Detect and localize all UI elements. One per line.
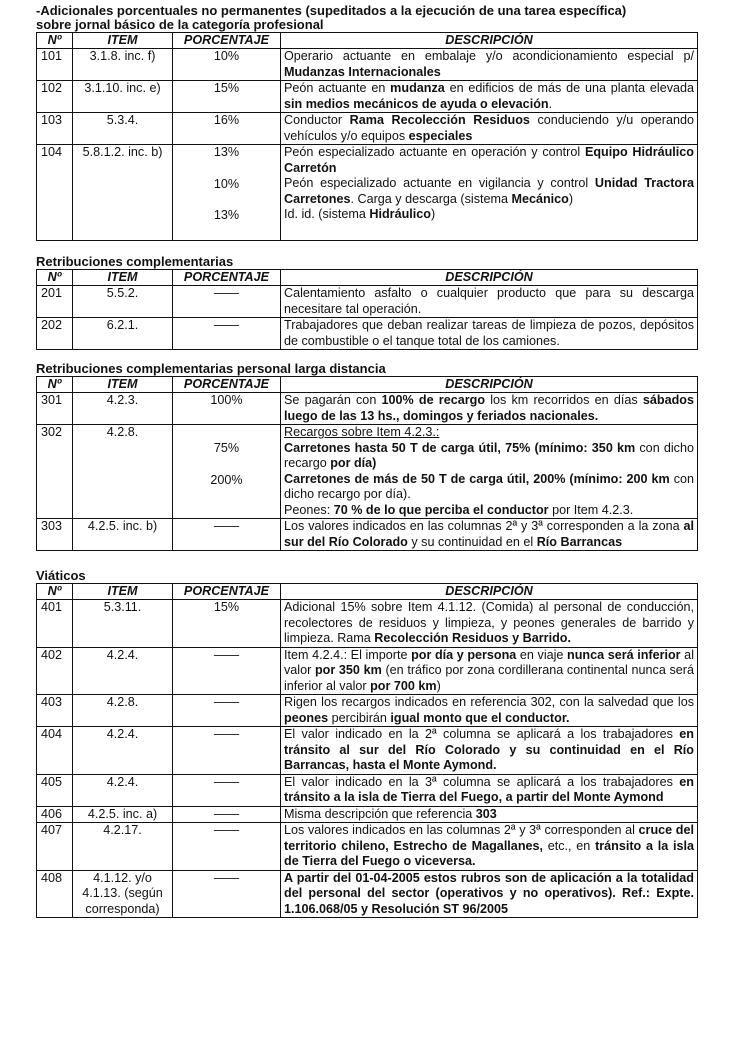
desc-text: ) <box>430 207 436 221</box>
cell-no: 201 <box>37 286 73 318</box>
cell-item: 3.1.8. inc. f) <box>73 49 173 81</box>
desc-text: por 350 km <box>314 663 382 677</box>
desc-text: 100% de recargo <box>381 393 486 407</box>
cell-no: 103 <box>37 113 73 145</box>
pct-value: 75% <box>213 441 240 455</box>
desc-text: Hidráulico <box>369 207 431 221</box>
table-body <box>37 393 698 551</box>
cell-desc <box>281 113 698 145</box>
cell-no: 401 <box>37 600 73 648</box>
pct-value: 10% <box>213 176 240 191</box>
section2-title: Retribuciones complementarias <box>36 254 234 269</box>
cell-desc <box>281 393 698 425</box>
col-header-item: ITEM <box>73 270 173 286</box>
desc-part <box>284 472 694 503</box>
table-row <box>37 519 698 551</box>
table-row <box>37 145 698 241</box>
desc-text: Rigen los recargos indicados en referencia 302, con la salvedad que los <box>284 695 694 709</box>
desc-text: percibirán <box>328 710 391 725</box>
cell-pct: —— <box>173 286 281 318</box>
col-header-desc: DESCRIPCIÓN <box>281 377 698 393</box>
cell-pct: —— <box>173 695 281 727</box>
cell-item: 4.2.4. <box>73 774 173 806</box>
desc-text: en tránsito al sur del Río Colorado y su continuidad en el Río Barrancas, hasta el Monte Aymond. <box>284 727 694 772</box>
desc-text: . Carga y descarga (sistema <box>350 191 512 206</box>
desc-text: Operario actuante en embalaje y/o acondicionamiento especial p/ <box>284 49 694 63</box>
cell-no: 301 <box>37 393 73 425</box>
desc-text: Calentamiento asfalto o cualquier producto que para su descarga necesitare tal operación. <box>284 286 694 316</box>
table-row <box>37 600 698 648</box>
desc-text: Peón especializado actuante en operación y control <box>284 145 585 159</box>
table-row <box>37 425 698 519</box>
desc-part <box>284 503 694 519</box>
col-header-item: ITEM <box>73 584 173 600</box>
table-header <box>37 584 698 600</box>
desc-text: en viaje <box>516 647 568 662</box>
col-header-pct: PORCENTAJE <box>173 270 281 286</box>
cell-no: 403 <box>37 695 73 727</box>
table-body <box>37 600 698 918</box>
desc-text: Los valores indicados en las columnas 2ª y 3ª corresponden al <box>284 823 639 837</box>
desc-text: por día y persona <box>411 647 517 662</box>
table-row <box>37 113 698 145</box>
desc-text: Peón actuante en <box>284 81 391 95</box>
desc-text: mudanza <box>390 81 445 95</box>
desc-text: nunca será inferior <box>567 647 681 662</box>
table-row <box>37 286 698 318</box>
cell-no: 202 <box>37 318 73 350</box>
desc-text: al sur del Río Colorado <box>284 519 694 549</box>
col-header-desc: DESCRIPCIÓN <box>281 33 698 49</box>
cell-item: 4.1.12. y/o 4.1.13. (según corresponda) <box>73 870 173 918</box>
desc-text: Trabajadores que deban realizar tareas de limpieza de pozos, depósitos de combustible o el tanque total de los camiones. <box>284 318 694 348</box>
table-larga-distancia <box>36 376 698 551</box>
table-header <box>37 270 698 286</box>
desc-part <box>284 441 694 472</box>
desc-text: El valor indicado en la 2ª columna se aplicará a los trabajadores <box>284 727 680 741</box>
desc-text: Carretones hasta 50 T de carga útil, 75% (mínimo: 350 km <box>284 440 636 455</box>
cell-no: 405 <box>37 774 73 806</box>
cell-desc <box>281 647 698 695</box>
table-row <box>37 318 698 350</box>
table-row <box>37 823 698 871</box>
cell-item: 5.3.4. <box>73 113 173 145</box>
col-header-item: ITEM <box>73 377 173 393</box>
desc-text: los km recorridos en días <box>485 393 643 407</box>
desc-text: El valor indicado en la 3ª columna se aplicará a los trabajadores <box>284 774 680 789</box>
cell-desc <box>281 695 698 727</box>
desc-text: etc., en <box>543 838 596 853</box>
desc-text: en edificios de más de una planta elevada <box>444 81 695 95</box>
desc-part <box>284 176 694 207</box>
table-row <box>37 727 698 775</box>
cell-item: 3.1.10. inc. e) <box>73 81 173 113</box>
table-body <box>37 286 698 350</box>
desc-text: Los valores indicados en las columnas 2ª y 3ª corresponden a la zona <box>284 519 684 533</box>
cell-no: 407 <box>37 823 73 871</box>
cell-no: 303 <box>37 519 73 551</box>
cell-desc <box>281 806 698 823</box>
desc-text: Mecánico <box>511 191 569 206</box>
col-header-no: Nº <box>37 33 73 49</box>
col-header-desc: DESCRIPCIÓN <box>281 584 698 600</box>
desc-text: (en tráfico por zona cordillerana continental nunca será inferior al valor <box>284 663 694 693</box>
desc-text: Id. id. (sistema <box>284 207 370 221</box>
cell-desc <box>281 81 698 113</box>
cell-desc <box>281 425 698 519</box>
cell-item: 5.5.2. <box>73 286 173 318</box>
cell-desc <box>281 727 698 775</box>
cell-desc <box>281 823 698 871</box>
desc-text: especiales <box>408 128 473 143</box>
cell-item: 4.2.4. <box>73 727 173 775</box>
cell-pct: 15% <box>173 81 281 113</box>
cell-pct <box>173 425 281 519</box>
desc-text: tránsito a la isla de Tierra del Fuego o viceversa. <box>284 838 694 868</box>
desc-text: Equipo Hidráulico Carretón <box>284 145 695 175</box>
table-retribuciones <box>36 269 698 350</box>
pct-value: 200% <box>210 472 243 487</box>
desc-text: Recolección Residuos y Barrido. <box>374 631 571 645</box>
cell-pct: —— <box>173 727 281 775</box>
cell-pct: —— <box>173 519 281 551</box>
table-row <box>37 695 698 727</box>
cell-no: 102 <box>37 81 73 113</box>
table-row <box>37 870 698 918</box>
table-row <box>37 393 698 425</box>
cell-no: 104 <box>37 145 73 241</box>
cell-no: 101 <box>37 49 73 81</box>
table-header <box>37 377 698 393</box>
cell-desc <box>281 145 698 241</box>
desc-text: . <box>548 96 553 111</box>
desc-text: y su continuidad en el <box>407 534 537 549</box>
desc-text: con dicho recargo por día). <box>284 471 694 501</box>
heading-line-1: -Adicionales porcentuales no permanentes (supeditados a la ejecución de una tarea específica) <box>36 3 627 18</box>
pct-value: 13% <box>213 208 240 222</box>
desc-text: igual monto que el conductor. <box>390 710 570 725</box>
desc-text: por 700 km <box>370 678 437 693</box>
cell-pct: 16% <box>173 113 281 145</box>
cell-item: 4.2.17. <box>73 823 173 871</box>
cell-pct: 10% <box>173 49 281 81</box>
cell-desc <box>281 519 698 551</box>
cell-pct: —— <box>173 647 281 695</box>
desc-intro: Recargos sobre Item 4.2.3.: <box>284 425 440 439</box>
cell-desc <box>281 286 698 318</box>
cell-item: 4.2.8. <box>73 425 173 519</box>
desc-text: Se pagarán con <box>284 393 382 407</box>
table-row <box>37 49 698 81</box>
cell-no: 404 <box>37 727 73 775</box>
cell-desc <box>281 600 698 648</box>
pct-value: 13% <box>213 145 240 159</box>
desc-text: en tránsito a la isla de Tierra del Fuego, a partir del Monte Aymond <box>284 774 694 804</box>
desc-text: A partir del 01-04-2005 estos rubros son de aplicación a la totalidad del personal del sector (operativos y no operativos). Ref.: Expte. 1.106.068/05 y Resolución ST 96/2005 <box>284 870 694 916</box>
col-header-pct: PORCENTAJE <box>173 377 281 393</box>
desc-text: 303 <box>475 806 497 821</box>
table-header <box>37 33 698 49</box>
desc-text: sin medios mecánicos de ayuda o elevación <box>284 96 549 111</box>
desc-text: ) <box>568 191 574 206</box>
table-row <box>37 806 698 823</box>
desc-text: ) <box>436 678 441 693</box>
section1-heading <box>36 4 700 32</box>
cell-item: 5.8.1.2. inc. b) <box>73 145 173 241</box>
cell-item: 6.2.1. <box>73 318 173 350</box>
desc-text: cruce del territorio chileno, Estrecho de Magallanes, <box>284 823 694 853</box>
desc-text: Peones: <box>284 502 334 517</box>
desc-text: Río Barrancas <box>536 534 623 549</box>
cell-pct: 100% <box>173 393 281 425</box>
section3-title: Retribuciones complementarias personal larga distancia <box>36 361 386 376</box>
col-header-pct: PORCENTAJE <box>173 33 281 49</box>
desc-text: peones <box>284 710 329 725</box>
desc-text: Rama Recolección Residuos <box>349 113 530 127</box>
col-header-item: ITEM <box>73 33 173 49</box>
cell-pct <box>173 145 281 241</box>
cell-desc <box>281 774 698 806</box>
cell-item: 4.2.5. inc. b) <box>73 519 173 551</box>
col-header-desc: DESCRIPCIÓN <box>281 270 698 286</box>
col-header-no: Nº <box>37 270 73 286</box>
desc-text: sábados luego de las 13 hs., domingos y feriados nacionales. <box>284 393 694 423</box>
cell-item: 4.2.8. <box>73 695 173 727</box>
table-adicionales <box>36 32 698 241</box>
desc-text: 70 % de lo que perciba el conductor <box>333 502 549 517</box>
heading-line-2: sobre jornal básico de la categoría profesional <box>36 17 324 32</box>
cell-pct: 15% <box>173 600 281 648</box>
cell-pct: —— <box>173 870 281 918</box>
section4-title: Viáticos <box>36 568 86 583</box>
desc-part <box>284 145 694 176</box>
document-page <box>36 4 700 918</box>
col-header-pct: PORCENTAJE <box>173 584 281 600</box>
desc-text: al valor <box>284 647 694 677</box>
table-body <box>37 49 698 145</box>
cell-no: 408 <box>37 870 73 918</box>
cell-pct: —— <box>173 806 281 823</box>
desc-text: Item 4.2.4.: El importe <box>284 647 412 662</box>
cell-desc <box>281 870 698 918</box>
cell-no: 402 <box>37 647 73 695</box>
desc-text: por día) <box>330 456 377 470</box>
desc-text: conduciendo y/u operando vehículos y/o equipos <box>284 113 694 143</box>
col-header-no: Nº <box>37 377 73 393</box>
desc-text: Unidad Tractora Carretones <box>284 176 694 206</box>
cell-no: 302 <box>37 425 73 519</box>
desc-part <box>284 207 694 223</box>
desc-text: por Item 4.2.3. <box>548 502 634 517</box>
table-body-104 <box>37 145 698 241</box>
cell-item: 5.3.11. <box>73 600 173 648</box>
desc-text: Adicional 15% sobre Item 4.1.12. (Comida) al personal de conducción, recolectores de residuos y limpieza, y peones generales de barrido y limpieza. Rama <box>284 600 694 645</box>
cell-desc <box>281 49 698 81</box>
cell-desc <box>281 318 698 350</box>
desc-text: con dicho recargo <box>284 440 694 470</box>
table-row <box>37 647 698 695</box>
desc-text: Carretones de más de 50 T de carga útil, 200% (mínimo: 200 km <box>284 471 670 486</box>
cell-pct: —— <box>173 318 281 350</box>
table-viaticos <box>36 583 698 918</box>
cell-no: 406 <box>37 806 73 823</box>
table-row <box>37 774 698 806</box>
table-row <box>37 81 698 113</box>
col-header-no: Nº <box>37 584 73 600</box>
cell-item: 4.2.3. <box>73 393 173 425</box>
cell-item: 4.2.4. <box>73 647 173 695</box>
desc-text: Mudanzas Internacionales <box>284 64 441 79</box>
cell-pct: —— <box>173 774 281 806</box>
desc-text: Peón especializado actuante en vigilancia y control <box>284 176 595 190</box>
desc-text: Conductor <box>284 113 350 127</box>
desc-text: Misma descripción que referencia <box>284 806 476 821</box>
cell-pct: —— <box>173 823 281 871</box>
cell-item: 4.2.5. inc. a) <box>73 806 173 823</box>
